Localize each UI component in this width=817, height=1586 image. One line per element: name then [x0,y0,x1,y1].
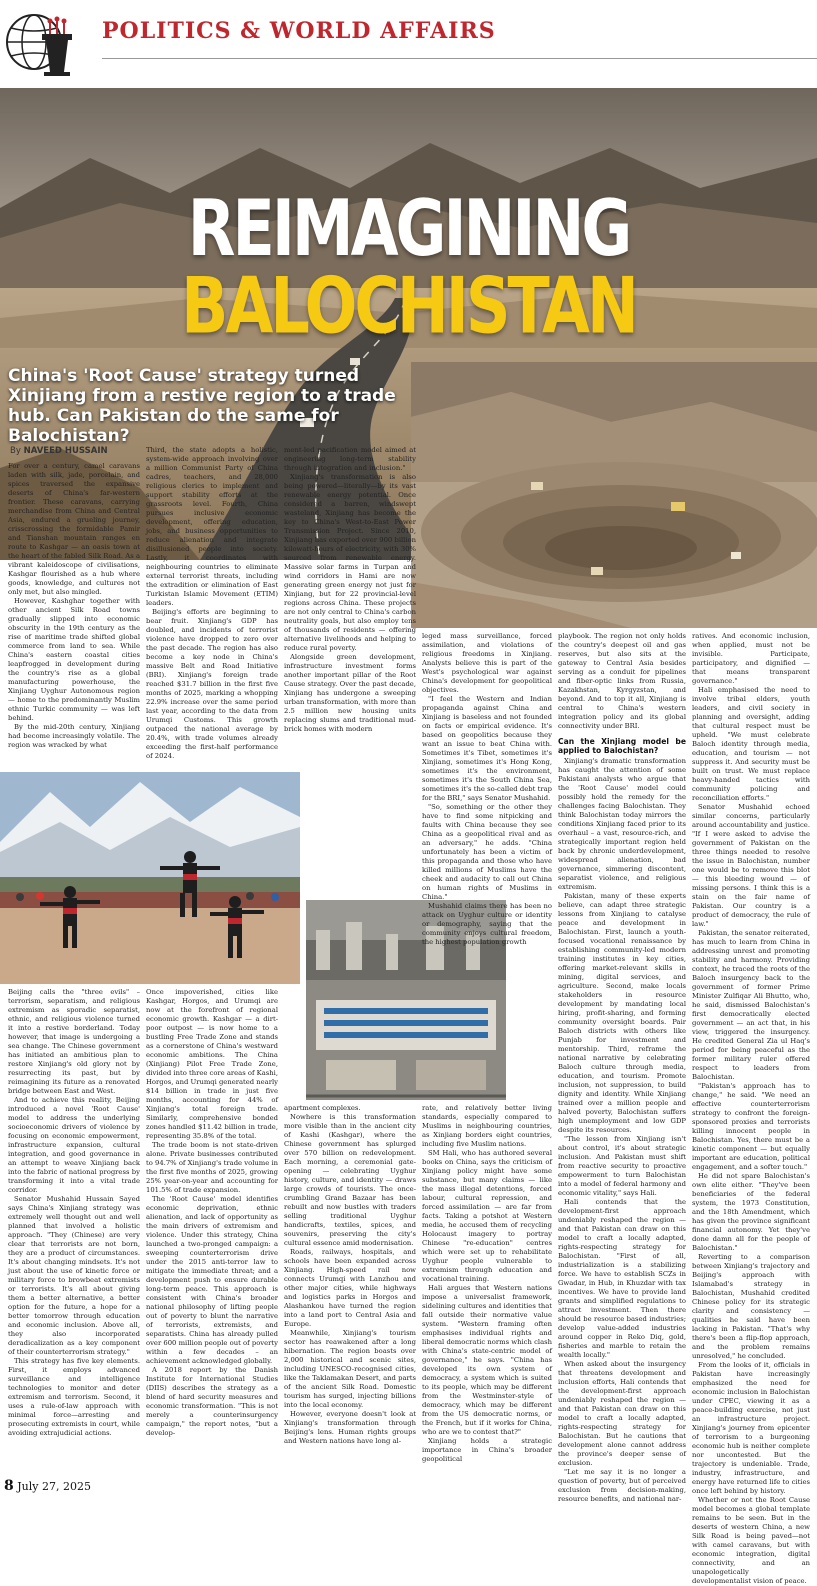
paragraph: ratives. And economic inclusion, when applied, must not be invisible. Participate, participatory, and dignified — that means transparent governance." [692,632,810,685]
paragraph: playbook. The region not only holds the country's deepest oil and gas reserves, but also sits at the gateway to Central Asia besides serving as a conduit for pipelines and fiber-optic links from Russia, Kazakhstan, Kyrgyzstan, and beyond. And to top it all, Xinjiang is central to China's western integration policy and its global connectivity under BRI. [558,632,686,730]
column-10 [422,1104,552,1470]
column-7 [8,988,140,1470]
section-label: POLITICS & WORLD AFFAIRS [102,18,496,44]
paragraph: Xinjiang's transformation is also being powered—literally—by its vast renewable energy potential. Once considered a barren, windswept wasteland, Xinjiang has become the key to China's West-to-East Power Transmission Project. Since 2010, Xinjiang has exported over 900 billion kilowatt-hours of electricity, with 30% sourced from renewable energy. Massive solar farms in Turpan and wind corridors in Hami are now generating green energy not just for Xinjiang, but for 22 provincial-level regions across China. These projects are not only central to China's carbon neutrality goals, but also employ tens of thousands of residents — offering alternative livelihoods and helping to reduce rural poverty. [284,473,416,652]
headline [0,182,817,352]
dancers-photo [0,772,300,984]
paragraph: leged mass surveillance, forced assimilation, and violations of religious freedoms in Xinjiang. Analysts believe this is part of the West's psychological war against China's development for geopolitical objectives. [422,632,552,694]
paragraph: Once impoverished, cities like Kashgar, Horgos, and Urumqi are now at the forefront of regional economic growth. Kashgar — a dirt-poor outpost — is now home to a bustling Free Trade Zone and stands as a cornerstone of China's westward economic ambitions. The China (Xinjiang) Pilot Free Trade Zone, divided into three core areas of Kashi, Horgos, and Urumqi generated nearly $14 billion in trade in just five months, accounting for 44% of Xinjiang's total foreign trade. Similarly, comprehensive bonded zones handled $11.42 billion in trade, representing 35.8% of the total. [146,988,279,1140]
column-4 [422,632,552,946]
paragraph: Alongside green development, infrastructure investment forms another important pillar of the Root Cause strategy. Over the past decade, Xinjiang has undergone a sweeping urban transformation, with more than 2.5 million new housing units replacing slums and traditional mud-brick homes with modern [284,653,416,733]
headline-part-1: REIMAGINING [187,182,630,274]
open-pit-mine-illustration [411,362,817,628]
paragraph: Senator Mushahid echoed similar concerns, particularly around accountability and justice. "If I were asked to advise the government of Pakistan on the three things needed to resolve the issue in Balochistan, number one would be to remove this blot — this bleeding wound — of missing persons. I think this is a stain on the fair name of Pakistan. Our country is a product of democracy, the rule of law." [692,803,810,928]
column-2 [146,446,278,770]
deck: China's 'Root Cause' strategy turned Xinjiang from a restive region to a trade hub. Can Pakistan do the same for Balochistan? [8,366,396,446]
mine-photo [411,362,817,628]
paragraph: However, everyone doesn't look at Xinjiang's transformation through Beijing's lens. Human rights groups and Western nations have long al- [284,1410,416,1445]
paragraph: Xinjiang's dramatic transformation has caught the attention of some Pakistani analysts who argue that the 'Root Cause' model could possibly hold the remedy for the challenges facing Balochistan. They think Balochistan today mirrors the conditions Xinjiang faced prior to its overhaul – a vast, resource-rich, and strategically important region held back by chronic underdevelopment, widespread alienation, bad governance, simmering discontent, separatist violence, and religious extremism. [558,757,686,891]
paragraph: Pakistan, the senator reiterated, has much to learn from China in addressing unrest and promoting stability and harmony. Providing context, he traced the roots of the Baloch insurgency back to the government of former Prime Minister Zulfiqar Ali Bhutto, who, he said, dismissed Balochistan's first democratically elected government — an act that, in his view, triggered the insurgency. He credited General Zia ul Haq's period for being peaceful as the former military ruler offered respect to leaders from Balochistan. [692,929,810,1081]
paragraph: SM Hali, who has authored several books on China, says the criticism of Xinjiang policy might have some substance, but many claims — like the mass illegal detentions, forced labour, cultural repression, and forced assimilation — are far from facts. Taking a potshot at Western media, he accused them of recycling Holocaust imagery to portray Chinese "re-education" centres which were set up to rehabilitate Uyghur people vulnerable to extremism through education and vocational training. [422,1149,552,1283]
column-8 [146,988,278,1470]
paragraph: By the mid-20th century, Xinjiang had become increasingly volatile. The region was wracked by what [8,723,140,749]
paragraph: From the looks of it, officials in Pakistan have increasingly emphasized the need for economic inclusion in Balochistan under CPEC, viewing it as a peace-building exercise, not just an infrastructure project. Xinjiang's journey from epicenter of terrorism to a burgeoning economic hub is neither complete nor uncontested. But the trajectory is undeniable. Trade, industry, infrastructure, and energy have returned life to cities once left behind by history. [692,1361,810,1495]
subhead: Can the Xinjiang model be applied to Balochistan? [558,737,686,755]
paragraph: However, Kashghar together with other ancient Silk Road towns gradually slipped into economic obscurity in the 19th century as the rise of maritime trade shifted global commerce from land to sea. While China's eastern coastal cities leapfrogged in development during the country's rise as a global manufacturing powerhouse, the Xinjiang Uyghur Autonomous region — home to the predominantly Muslim ethnic Turkic community — was left behind. [8,597,140,722]
paragraph: Hali argues that Western nations impose a universalist framework, sidelining cultures and identities that fall outside their normative value system. "Western framing often emphasises individual rights and liberal democratic norms which clash with China's state-centric model of governance," he says. "China has developed its own system of democracy, a system which is suited to its people, which may be different from the Westminster-style of democracy, which may be different from the US democratic norms, or the French, but if it works for China, who are we to contest that?" [422,1284,552,1436]
headline-part-2: BALOCHISTAN [181,260,636,352]
paragraph: "So, something or the other they have to find some nitpicking and faults with China because they see China as a geopolitical rival and as an adversary," he adds. "China unfortunately has been a victim of this propaganda and those who have killed millions of Muslims have the cheek and audacity to call out China on human rights of Muslims in China." [422,803,552,901]
section-rule [102,58,817,59]
issue-date: July 27, 2025 [17,1480,91,1493]
paragraph: And to achieve this reality, Beijing introduced a novel 'Root Cause' model to address the underlying socioeconomic drivers of violence by focusing on economic empowerment, infrastructure expansion, cultural integration, and good governance in an attempt to weave Xinjiang back into the fabric of national progress by transforming it into a vital trade corridor. [8,1096,140,1194]
globe-podium-icon [4,4,80,80]
paragraph: Third, the state adopts a holistic, system-wide approach involving over a million Communist Party of China cadres, teachers, and 28,000 religious clerics to implement and support stability efforts at the grassroots level. Fourth, China pursues inclusive economic development, offering education, jobs, and business opportunities to reduce alienation and integrate disillusioned people into society. Lastly, it coordinates with neighbouring countries to eliminate external terrorist threats, including the extradition or elimination of East Turkistan Islamic Movement (ETIM) leaders. [146,446,278,607]
paragraph: "Let me say it is no longer a question of poverty, but of perceived exclusion from decision-making, resource benefits, and national nar- [558,1468,686,1503]
section-header [0,0,817,88]
page-folio [4,1478,91,1494]
paragraph: Xinjiang holds a strategic importance in China's broader geopolitical [422,1437,552,1463]
paragraph: Beijing's efforts are beginning to bear fruit. Xinjiang's GDP has doubled, and incidents of terrorist violence have dropped to zero over the past decade. The region has also become a key node in China's massive Belt and Road Initiative (BRI). Xinjiang's foreign trade reached $31.7 billion in the first five months of 2025, marking a whopping 22.9% increase over the same period last year, according to the data from Urumqi Customs. This growth outpaced the national average by 20.4%, with trade volumes already exceeding the first-half performance of 2024. [146,608,278,760]
paragraph: A 2018 report by the Danish Institute for International Studies (DIIS) describes the strategy as a blend of hard security measures and economic transformation. "This is not merely a counterinsurgency campaign," the report notes, "but a develop- [146,1366,278,1437]
page-number: 8 [4,1478,14,1494]
paragraph: Roads, railways, hospitals, and schools have been expanded across Xinjiang. High-speed rail now connects Urumqi with Lanzhou and other major cities, while highways and logistics parks in Horgos and Alashankou have turned the region into a land port to Central Asia and Europe. [284,1248,416,1328]
paragraph: Mushahid claims there has been no attack on Uyghur culture or identity or demography, saying that the community enjoys cultural freedom, the highest population growth [422,902,552,946]
paragraph: Hali emphasised the need to involve tribal elders, youth leaders, and civil society in planning and oversight, adding that cultural respect must be upheld. "We must celebrate Baloch identity through media, education, and tourism — not suppress it. And security must be built on trust. We must replace heavy-handed tactics with community policing and reconciliation efforts." [692,686,810,802]
paragraph: The 'Root Cause' model identifies economic deprivation, ethnic alienation, and lack of opportunity as the main drivers of extremism and violence. Under this strategy, China launched a two-pronged campaign: a sweeping counterterrorism drive under the 2015 anti-terror law to mitigate the immediate threat; and a development push to ensure durable long-term peace. This approach is consistent with China's broader national philosophy of lifting people out of poverty to blunt the narrative of terrorists, extremists, and separatists. China has already pulled over 600 million people out of poverty within a few decades – an achievement acknowledged globally. [146,1195,278,1365]
byline-author: NAVEED HUSSAIN [23,446,108,456]
paragraph: He did not spare Balochistan's own elite either. "They've been beneficiaries of the federal system, the 1973 Constitution, and the 18th Amendment, which has given the province significant financial autonomy. Yet they've done damn all for the people of Balochistan." [692,1172,810,1252]
column-9 [284,1104,416,1470]
paragraph: The trade boom is not state-driven alone. Private businesses contributed to 94.7% of Xinjiang's trade volume in the first five months of 2025, growing 25% year-on-year and accounting for 101.5% of trade expansion. [146,1141,278,1194]
paragraph: Beijing calls the "three evils" – terrorism, separatism, and religious extremism as sporadic separatist, ethnic, and religious violence turned it into a restive borderland. Today however, that image is undergoing a sea change. The Chinese government has initiated an ambitious plan to restore Xinjiang's old glory not by resurrecting its past, but by reimagining its future as a renovated bridge between East and West. [8,988,140,1095]
paragraph: Hali contends that the development-first approach undeniably reshaped the region — and that Pakistan can draw on this model to craft a locally adapted, rights-respecting strategy for Balochistan. "First of all, industrialization is a stabilizing force. We have to establish SCZs in Gwadar, in Hub, in Khuzdar with tax incentives. We have to provide land grants and simplified regulations to attract investment. Then there should be resource based industries; develop value-added industries around copper in Reko Diq, gold, fisheries and marble to retain the wealth locally." [558,1198,686,1359]
paragraph: Nowhere is this transformation more visible than in the ancient city of Kashi (Kashgar), where the Chinese government has splurged over 570 billion on redevelopment. Each morning, a ceremonial gate-opening — celebrating Uyghur history, culture, and identity — draws large crowds of tourists. The once-crumbling Grand Bazaar has been rebuilt and now bustles with traders selling traditional Uyghur handicrafts, textiles, spices, and souvenirs, preserving the city's cultural essence amid modernisation. [284,1113,416,1247]
column-3 [284,446,416,896]
paragraph: Senator Mushahid Hussain Sayed says China's Xinjiang strategy was extremely well thought out and well planned that involved a holistic approach. "They (Chinese) are very clear that terrorists are not born, they are a product of circumstances. It's about changing mindsets. It's not just about the use of kinetic force or military force to browbeat extremists or terrorists. It's all about giving them a better alternative, a better option for the future, a hope for a better tomorrow through education and economic inclusion. Above all, they also incorporated deradicalization as a key component of their counterterrorism strategy." [8,1195,140,1356]
byline [10,446,108,456]
paragraph: "I feel the Western and Indian propaganda against China and Xinjiang is baseless and not founded on facts or empirical evidence. It's based on geopolitics because they want an issue to beat China with. Sometimes it's Tibet, sometimes it's Xinjiang, sometimes it's Hong Kong, sometimes it's the environment, sometimes it's the South China Sea, sometimes it's the so-called debt trap for the BRI," says Senator Mushahid. [422,695,552,802]
paragraph: For over a century, camel caravans laden with silk, jade, porcelain, and spices traversed the expansive deserts of China's far-western frontier. These caravans, carrying merchandise from China and Central Asia, endured a grueling journey, crisscrossing the formidable Pamir and Tianshan mountain ranges en route to Kashgar — an oasis town at the heart of the fabled Silk Road. As a vibrant kaleidoscope of civilisations, Kashgar flourished as a hub where goods, knowledge, and cultures not only met, but also mingled. [8,462,140,596]
column-6 [692,632,810,1585]
column-5 [558,632,686,1503]
byline-prefix: By [10,446,21,456]
paragraph: ment-led pacification model aimed at engineering long-term stability through integration and inclusion." [284,446,416,472]
paragraph: Meanwhile, Xinjiang's tourism sector has reawakened after a long hibernation. The region boasts over 2,000 historical and scenic sites, including UNESCO-recognised cities, like the Taklamakan Desert, and parts of the ancient Silk Road. Domestic tourism has surged, injecting billions into the local economy. [284,1329,416,1409]
paragraph: "Pakistan's approach has to change," he said. "We need an effective counterterrorism strategy to confront the foreign-sponsored proxies and terrorists killing innocent people in Balochistan. Yes, there must be a kinetic component — but equally important are education, political engagement, and a softer touch." [692,1082,810,1171]
paragraph: This strategy has five key elements. First, it employs advanced surveillance and intelligence technologies to monitor and deter extremism and terrorism. Second, it uses a rule-of-law approach with minimal force—arresting and prosecuting extremists in court, while avoiding extrajudicial actions. [8,1357,140,1437]
paragraph: apartment complexes. [284,1104,361,1112]
paragraph: Pakistan, many of these experts believe, can adapt three strategic lessons from Xinjiang to catalyse peace and development in Balochistan. First, launch a youth-focused vocational renaissance by establishing community-led modern training institutes in key cities, offering market-relevant skills in mining, digital services, and agriculture. Second, make locals stakeholders in resource development by mandating local hiring, profit-sharing, and forming community oversight boards. Pair Baloch districts with others like Punjab for investment and mentorship. Third, reframe the national narrative by celebrating Baloch culture through media, education, and tourism. Promote inclusion, not suppression, to build dignity and identity. While Xinjiang trained over a million people and halved poverty, Balochistan suffers high unemployment and low GDP despite its resources. [558,892,686,1134]
paragraph: Whether or not the Root Cause model becomes a global template remains to be seen. But in the deserts of western China, a new Silk Road is being paved—not with camel caravans, but with economic integration, digital connectivity, and an unapologetically developmentalist vision of peace. [692,1496,810,1585]
paragraph: Reverting to a comparison between Xinjiang's trajectory and Beijing's approach with Islamabad's strategy in Balochistan, Mushahid credited Chinese policy for its strategic clarity and consistency — qualities he said have been lacking in Pakistan. "That's why there's been a flip-flop approach, and the problem remains unresolved," he concluded. [692,1253,810,1360]
paragraph: "The lesson from Xinjiang isn't about control, it's about strategic inclusion. And Pakistan must shift from reactive security to proactive empowerment to turn Balochistan into a model of federal harmony and economic vitality," says Hali. [558,1135,686,1197]
column-1 [8,462,140,770]
dancers-illustration [0,772,300,984]
paragraph: rate, and relatively better living standards, especially compared to Muslims in neighbouring countries, as Xinjiang borders eight countries, including five Muslim nations. [422,1104,552,1148]
paragraph: When asked about the insurgency that threatens development and inclusion efforts, Hali contends that the development-first approach undeniably reshaped the region — and that Pakistan can draw on this model to craft a locally adapted, rights-respecting strategy for Balochistan. But he cautions that development alone cannot address the province's deeper sense of exclusion. [558,1360,686,1467]
